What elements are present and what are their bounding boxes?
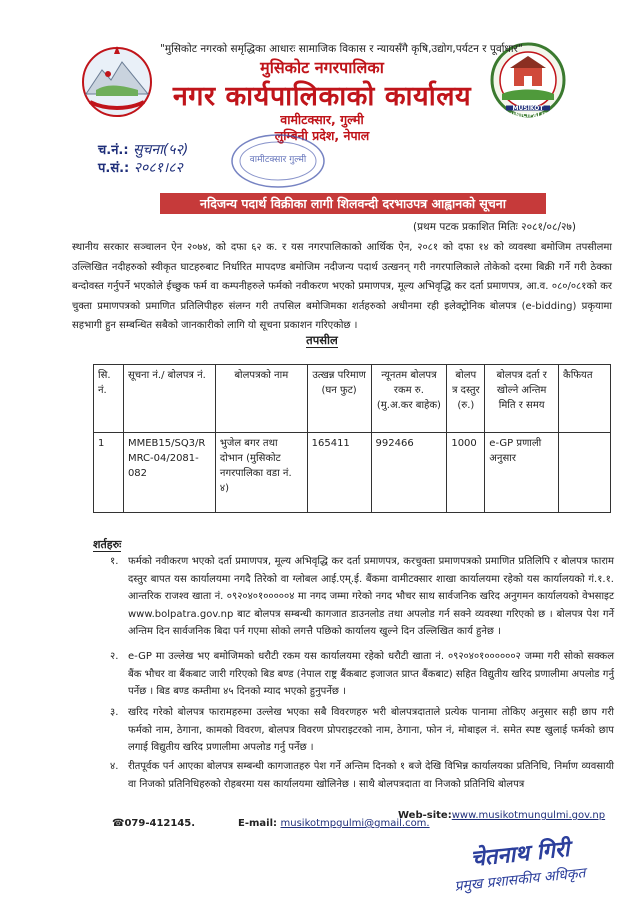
cell-quantity: 165411 — [307, 433, 371, 513]
notice-title: नदिजन्य पदार्थ विक्रीका लागी शिलवन्दी दरभाउपत्र आह्वानको सूचना — [160, 193, 546, 214]
email-link[interactable]: musikotmpgulmi@gmail.com. — [280, 818, 430, 829]
term-item-4 — [110, 758, 614, 793]
col-header-fee: बोलप त्र दस्तुर (रु.) — [447, 365, 485, 433]
fiscal-year — [98, 158, 183, 177]
cell-notice-no: MMEB15/SQ3/R MRC-04/2081-082 — [123, 433, 215, 513]
ref-label: च.नं.: — [98, 143, 129, 158]
col-header-deadline: बोलपत्र दर्ता र खोल्ने अन्तिम मिति र समय — [485, 365, 559, 433]
address-line-2: लुम्बिनी प्रदेश, नेपाल — [274, 128, 370, 143]
col-header-min-bid: न्यूनतम बोलपत्र रकम रु. (मु.अ.कर बाहेक) — [371, 365, 447, 433]
term-item-1 — [110, 553, 614, 641]
tender-table — [93, 364, 611, 513]
table-title — [0, 333, 644, 348]
term-text: e-GP मा उल्लेख भए बमोजिमको धरौटी रकम यस कार्यालयमा रहेको धरौटी खाता नं. ०९२०४०१००००००२ जम्मा गरी सोको सक्कल बैंक भौचर वा बैंकबाट जारी गरिएको बिड बण्ड (नेपाल राष्ट्र बैंकबाट इजाजत प्राप्त बैंकबाट) सहित विद्युतीय खरिद प्रणालीमा अपलोड गर्नु पर्नेछ । बिड बण्ड कम्तीमा ४५ दिनको म्याद भएको हुनुपर्नेछ । — [128, 651, 614, 697]
ref-value: सुचना(५२) — [133, 142, 189, 158]
publication-date: (प्रथम पटक प्रकाशित मितिः २०८१/०८/२७) — [412, 221, 576, 233]
notice-body: स्थानीय सरकार सञ्चालन ऐन २०७४, को दफा ६२ क. र यस नगरपालिकाको आर्थिक ऐन, २०८१ को दफा १४ को व्यवस्था बमोजिम तपसीलमा उल्लिखित नदीहरुको स्वीकृत घाटहरुबाट निर्धारित मापदण्ड बमोजिम नदीजन्य पदार्थ उत्खनन् गरी नगरपालिकाले तोकेको दरमा बिक्री गर्ने गरी ठेक्का बन्दोवस्त गर्नुपर्ने भएकोले ईच्छुक फर्म वा कम्पनीहरुले फर्मको नवीकरण भएको प्रमाणपत्र, मूल्य अभिवृद्धि कर दर्ता प्रमाणपत्र, आ.व. ०८०/०८१को कर चुक्ता प्रमाणपत्रको प्रमाणित प्रतिलिपीहरु संलग्न गरी तपसिल बमोजिमका शर्तहरुको अधीनमा रही इलेक्ट्रोनिक बोलपत्र (e-bidding) प्रकृयामा सहभागी हुन सम्बन्धित सबैको जानकारीको लागि यो सूचना प्रकाशन गरिएकोछ । — [72, 242, 612, 331]
website-link[interactable]: www.musikotmungulmi.gov.np — [451, 810, 606, 821]
fy-label: प.सं.: — [98, 161, 130, 176]
term-number: २. — [110, 651, 119, 662]
ref-number — [98, 140, 188, 159]
term-number: १. — [110, 556, 119, 567]
term-text: खरिद गरेको बोलपत्र फारामहरुमा उल्लेख भएका सबै विवरणहरु भरी बोलपत्रदाताले प्रत्येक पानामा तोकिए अनुसार सही छाप गरी फर्मको नाम, ठेगाना, कामको विवरण, बोलपत्र विवरण प्रोपराइटरको नाम, ठेगाना, फोन नं, मोबाइल नं. समेत स्पष्ट खुलाई फर्मको छाप लगाई विद्युतीय खरिद प्रणालीमा अपलोड गर्नु पर्नेछ । — [128, 707, 614, 753]
cell-fee: 1000 — [447, 433, 485, 513]
cell-bid-name: भुजेल बगर तथा दोभान (मुसिकोट नगरपालिका वडा नं. ४) — [215, 433, 307, 513]
signatory-designation: प्रमुख प्रशासकीय अधिकृत — [453, 865, 587, 895]
table-title-text: तपसील — [306, 333, 338, 347]
col-header-remarks: कैफियत — [559, 365, 611, 433]
cell-min-bid: 992466 — [371, 433, 447, 513]
cell-remarks — [559, 433, 611, 513]
office-stamp-text: वामीटक्सार गुल्मी — [249, 155, 307, 165]
term-item-2 — [110, 648, 614, 701]
municipality-logo-caption: MUSIKOT MUNICIPALITY — [504, 105, 552, 119]
col-header-quantity: उत्खन्न परिमाण (घन फुट) — [307, 365, 371, 433]
table-header-row — [94, 365, 611, 433]
table-row — [94, 433, 611, 513]
fy-value: २०८१।८२ — [133, 160, 183, 176]
website-label: Web-site: — [398, 810, 452, 821]
col-header-sn: सि. नं. — [94, 365, 124, 433]
term-text: रीतपूर्वक पर्न आएका बोलपत्र सम्बन्धी कागजातहरु पेश गर्ने अन्तिम दिनको १ बजे देखि विभिन्न कार्यालयका प्रतिनिधि, निर्माण व्यवसायी वा निजको प्रतिनिधिहरुको रोहबरमा यस कार्यालयमा खोलिनेछ । साथै बोलपत्रदाता वा निजको प्रतिनिधि बोलपत्र — [128, 761, 614, 790]
term-text: फर्मको नवीकरण भएको दर्ता प्रमाणपत्र, मूल्य अभिवृद्धि कर दर्ता प्रमाणपत्र, करचुक्ता प्रमाणपत्रको प्रमाणित प्रतिलिपि र बोलपत्र फाराम दस्तुर बापत यस कार्यालयमा नगदै तिरेको वा ग्लोबल आई.एम्.ई. बैंकमा वामीटक्सार शाखा कार्यालयमा रहेको यस कार्यालयको गं.१.१. आन्तरिक राजश्व खाता नं. ०९२०४०१०००००४ मा नगद जम्मा गरेको नगद भौचर साथ सार्वजनिक खरिद अनुगमन कार्यालयको वेभसाइट www.bolpatra.gov.np बाट बोलपत्र सम्बन्धी कागजात डाउनलोड तथा अपलोड गर्न सक्ने व्यवस्था गरिएको छ । बोलपत्र पेश गर्ने अन्तिम दिन सार्वजनिक बिदा पर्न गएमा सोको लगत्तै पछिको कार्यालय खुल्ने दिन उल्लिखित कार्य हुनेछ । — [128, 556, 614, 637]
signature-block — [420, 836, 620, 895]
email-label: E-mail: — [238, 818, 278, 829]
footer-website — [398, 810, 605, 821]
signatory-name: चेतनाथ गिरी — [469, 836, 571, 873]
address-line-1: वामीटक्सार, गुल्मी — [280, 112, 364, 127]
slogan: "मुसिकोट नगरको समृद्धिका आधारः सामाजिक विकास र न्यायसँगै कृषि,उद्योग,पर्यटन र पूर्वाधार" — [160, 43, 523, 55]
term-number: ४. — [110, 761, 119, 772]
org-name: मुसिकोट नगरपालिका — [260, 58, 384, 77]
col-header-bid-name: बोलपत्रको नाम — [215, 365, 307, 433]
col-header-notice-no: सूचना नं./ बोलपत्र नं. — [123, 365, 215, 433]
footer-phone: ☎079-412145. — [112, 818, 196, 829]
terms-heading-text: शर्तहरुः — [93, 538, 122, 551]
cell-deadline: e-GP प्रणाली अनुसार — [485, 433, 559, 513]
office-name: नगर कार्यपालिकाको कार्यालय — [172, 81, 472, 112]
cell-sn: 1 — [94, 433, 124, 513]
term-number: ३. — [110, 707, 119, 718]
terms-heading — [93, 537, 121, 552]
term-item-3 — [110, 704, 614, 757]
